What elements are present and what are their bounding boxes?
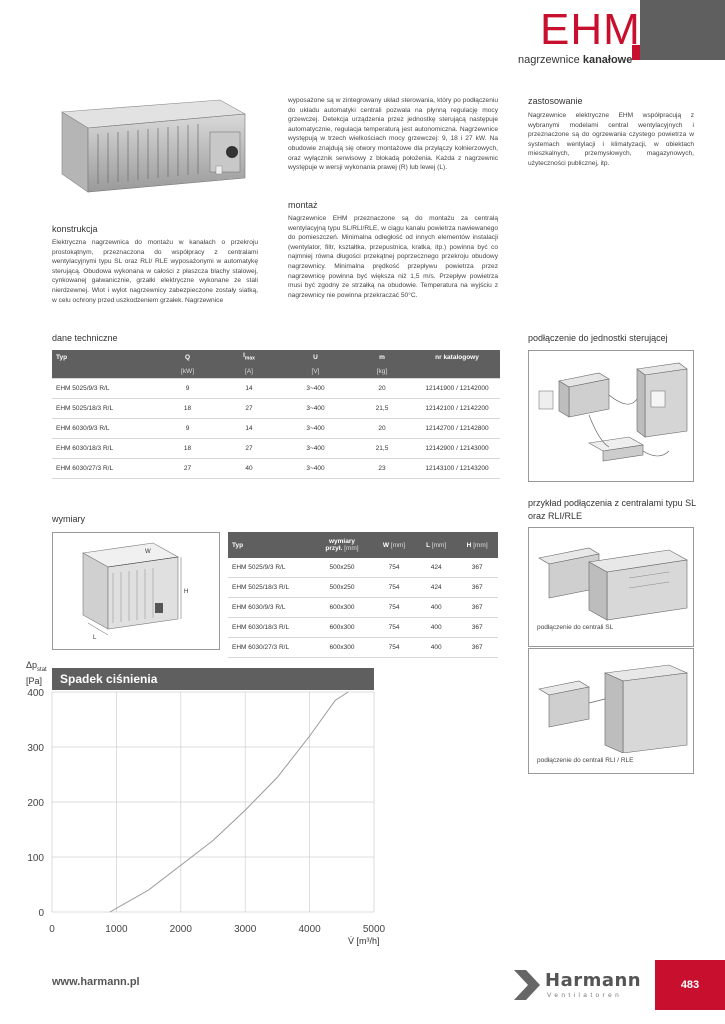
cell: 754	[372, 638, 416, 658]
th-i-letter: I	[243, 352, 245, 360]
cell: EHM 5025/18/3 R/L	[228, 578, 312, 598]
cell: 500x250	[312, 558, 372, 578]
x-tick-label: 4000	[298, 924, 321, 935]
intro-text: wyposażone są w zintegrowany układ sterowania, który po podłączeniu do układu automatyki centrali pozwala na płynną regulację mocy grzewczej. Detekcja urządzenia przez jednostkę sterującą następuje automatycznie, regulacja temperaturą jest autonomiczna. Nagrzewnice występują w trzech wielkościach mocy grzewczej: 9, 18 i 27 kW. Na obudowie znajdują się otwory montażowe dla przyłączy kołnierzowych, oraz wyłącznik serwisowy z blokadą położenia. Każda z nagrzewnic występuje w wersji wykonania prawej (R) lub lewej (L).	[288, 97, 498, 172]
cell: 18	[158, 399, 217, 419]
chart-ylabel-unit: [Pa]	[26, 675, 43, 686]
montaz-text: Nagrzewnice EHM przeznaczone są do montażu za centralą wentylacyjną typu SL/RLI/RLE, w ciągu kanału powietrza nawiewanego do pomieszczeń. Minimalna odległość od innych elementów instalacji (wentylator, filtr, kształtka, przepustnica, kratka, itp.) powinna być co najmniej równa długości przekątnej poprzecznego przekroju obudowy nagrzewnicy. Minimalna prędkość przepływu powietrza przez nagrzewnicę powinna być większa niż 1,5 m/s. Przepływ powietrza musi być zgodny ze strzałką na obudowie. Temperatura na wyjściu z nagrzewnicy nie powinna przekraczać 50°C.	[288, 215, 498, 299]
zastosowanie-heading: zastosowanie	[528, 96, 583, 106]
cell: 600x300	[312, 638, 372, 658]
y-tick-label: 200	[27, 798, 44, 809]
page-title: EHM	[540, 5, 641, 54]
cell: 424	[416, 578, 456, 598]
dim-th-przyl: przył.	[325, 545, 343, 552]
cell: 12142900 / 12143000	[414, 439, 500, 459]
x-tick-label: 0	[49, 924, 55, 935]
dim-th-wymiary-l1: wymiary	[328, 538, 356, 545]
drawing-label-h: H	[184, 589, 189, 595]
cell: 14	[217, 419, 281, 439]
chart-ticks	[27, 688, 385, 935]
cell: 14	[217, 379, 281, 399]
chart-xlabel: V̇ [m³/h]	[348, 936, 380, 946]
cell: 40	[217, 459, 281, 479]
th-m: m	[350, 350, 414, 364]
cell: 600x300	[312, 618, 372, 638]
cell: 754	[372, 558, 416, 578]
cell: 754	[372, 578, 416, 598]
cell: 20	[350, 379, 414, 399]
cell: 367	[456, 638, 498, 658]
cell: EHM 6030/9/3 R/L	[52, 419, 158, 439]
chart-ylabel-stat: stat	[37, 666, 47, 673]
cell: 21,5	[350, 439, 414, 459]
y-tick-label: 400	[27, 688, 44, 699]
brand-sub: Ventilatoren	[547, 992, 623, 999]
przyklad-heading-2: oraz RLI/RLE	[528, 511, 583, 521]
cell: 600x300	[312, 598, 372, 618]
cell: EHM 6030/18/3 R/L	[228, 618, 312, 638]
cell: 20	[350, 419, 414, 439]
konstrukcja-heading: konstrukcja	[52, 224, 98, 234]
dim-th-w-unit: [mm]	[390, 541, 406, 549]
th-q: Q	[158, 350, 217, 364]
cell: 400	[416, 618, 456, 638]
x-tick-label: 5000	[362, 924, 386, 935]
cell: 3~400	[281, 379, 350, 399]
cell: 9	[158, 379, 217, 399]
cell: 3~400	[281, 439, 350, 459]
cell: 367	[456, 578, 498, 598]
x-tick-label: 2000	[169, 924, 192, 935]
zastosowanie-text: Nagrzewnice elektryczne EHM współpracują z wybranymi modelami central wentylacyjnych i przeznaczone są do ogrzewania czystego powietrza w systemach wentylacji i klimatyzacji, w obiektach mieszkalnych, przemysłowych, magazynowych, użyteczności publicznej, itp.	[528, 112, 694, 167]
dim-th-h-label: H	[466, 541, 472, 549]
y-tick-label: 0	[38, 908, 44, 919]
cell: EHM 5025/9/3 R/L	[52, 379, 158, 399]
dim-th-unit1: [mm]	[344, 545, 359, 552]
chart-ylabel-dp: Δp	[26, 660, 38, 670]
cell: 27	[158, 459, 217, 479]
unit-kg: [kg]	[350, 364, 414, 379]
dim-th-l-unit: [mm]	[431, 541, 447, 549]
cell: 23	[350, 459, 414, 479]
cell: 400	[416, 598, 456, 618]
y-tick-label: 100	[27, 853, 44, 864]
cell: 18	[158, 439, 217, 459]
cell: EHM 6030/18/3 R/L	[52, 439, 158, 459]
dim-th-w-label: W	[382, 541, 389, 549]
page-number: 483	[655, 960, 725, 1010]
brand-name: Harmann	[545, 970, 642, 991]
cell: EHM 6030/9/3 R/L	[228, 598, 312, 618]
wymiary-heading: wymiary	[52, 514, 85, 524]
montaz-heading: montaż	[288, 200, 318, 210]
cell: 367	[456, 618, 498, 638]
cell: EHM 5025/18/3 R/L	[52, 399, 158, 419]
y-tick-label: 300	[27, 743, 44, 754]
cell: 12143100 / 12143200	[414, 459, 500, 479]
dim-th-typ: Typ	[228, 532, 312, 558]
harmann-logo-icon	[512, 968, 542, 1002]
cell: EHM 6030/27/3 R/L	[228, 638, 312, 658]
caption-sl: podłączenie do centrali SL	[537, 624, 614, 631]
drawing-label-w: W	[145, 549, 151, 555]
przyklad-heading-1: przykład podłączenia z centralami typu SL	[528, 498, 697, 508]
cell: 3~400	[281, 419, 350, 439]
cell: 3~400	[281, 399, 350, 419]
cell: 27	[217, 399, 281, 419]
podlaczenie-heading: podłączenie do jednostki sterującej	[528, 333, 668, 343]
cell: 3~400	[281, 459, 350, 479]
cell: 424	[416, 558, 456, 578]
cell: 12142700 / 12142800	[414, 419, 500, 439]
cell: 367	[456, 558, 498, 578]
x-tick-label: 1000	[105, 924, 128, 935]
cell: EHM 5025/9/3 R/L	[228, 558, 312, 578]
chart-title: Spadek ciśnienia	[52, 668, 374, 690]
unit-a: [A]	[217, 364, 281, 379]
drawing-label-l: L	[93, 635, 97, 641]
dim-th-h-unit: [mm]	[473, 541, 488, 549]
cell: 500x250	[312, 578, 372, 598]
dane-techniczne-heading: dane techniczne	[52, 333, 118, 343]
x-tick-label: 3000	[234, 924, 257, 935]
subtitle-bold: kanałowe	[582, 54, 633, 66]
unit-v: [V]	[281, 364, 350, 379]
cell: 12141900 / 12142000	[414, 379, 500, 399]
cell: 754	[372, 618, 416, 638]
cell: 9	[158, 419, 217, 439]
th-nr-katalogowy: nr katalogowy	[414, 350, 500, 364]
th-max-sub: max	[244, 355, 255, 362]
cell: 27	[217, 439, 281, 459]
cell: 367	[456, 598, 498, 618]
footer-url[interactable]: www.harmann.pl	[52, 976, 140, 988]
chart-grid	[52, 692, 374, 912]
unit-kw: [kW]	[158, 364, 217, 379]
th-typ: Typ	[52, 350, 158, 364]
cell: 21,5	[350, 399, 414, 419]
cell: 754	[372, 598, 416, 618]
subtitle-normal: nagrzewnice	[518, 54, 583, 66]
cell: 400	[416, 638, 456, 658]
caption-rli: podłączenie do centrali RLI / RLE	[537, 757, 634, 764]
konstrukcja-text: Elektryczna nagrzewnica do montażu w kanałach o przekroju prostokątnym, przeznaczona do współpracy z centralami wentylacyjnymi typu SL oraz RLI/ RLE wyposażonymi w automatykę sterującą. Obudowa wykonana w całości z płaszcza blachy stalowej, cynkowanej galwanicznie, grzałki elektryczne wykonane ze stali nierdzewnej. Wlot i wylot nagrzewnicy zabezpieczone zostały siatką, w celu ochrony przed uszkodzeniem grzałek. Nagrzewnice	[52, 239, 258, 304]
th-u: U	[281, 350, 350, 364]
cell: EHM 6030/27/3 R/L	[52, 459, 158, 479]
dim-th-l-label: L	[426, 541, 430, 549]
cell: 12142100 / 12142200	[414, 399, 500, 419]
